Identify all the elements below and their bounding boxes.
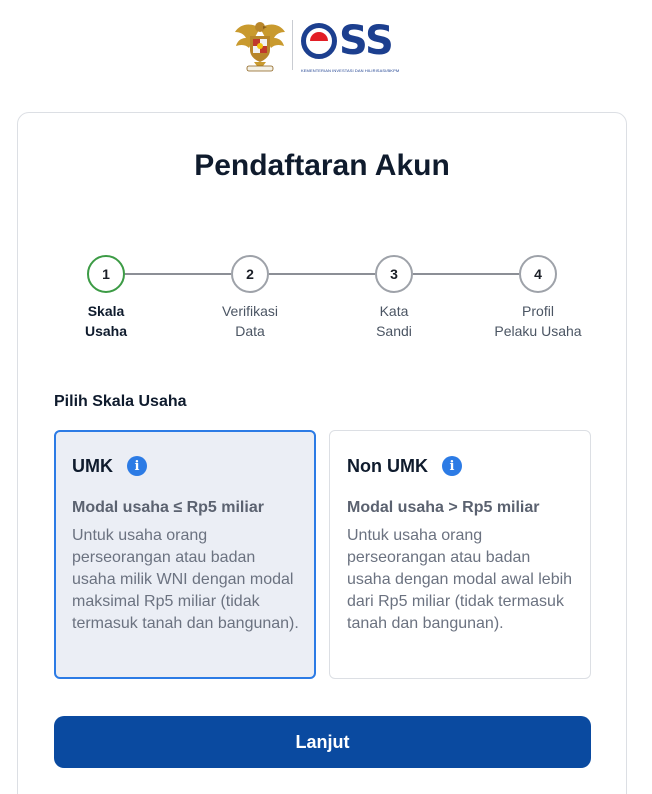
- option-umk[interactable]: [54, 430, 316, 679]
- header: [0, 14, 652, 78]
- step-label: Kata Sandi: [376, 303, 412, 339]
- option-subtitle: Modal usaha ≤ Rp5 miliar: [72, 499, 264, 516]
- option-header: [347, 453, 574, 479]
- oss-logo: [301, 20, 409, 74]
- oss-logo-o: [301, 23, 337, 59]
- option-description: Untuk usaha orang perseorangan atau badan usaha milik WNI dengan modal maksimal Rp5 miliar (tidak termasuk tanah dan bangunan).: [72, 527, 299, 632]
- step-label: Verifikasi Data: [221, 303, 279, 339]
- registration-stepper: [18, 255, 626, 355]
- option-title: UMK: [72, 455, 113, 476]
- info-icon[interactable]: i: [442, 456, 462, 476]
- page-title: Pendaftaran Akun: [194, 149, 450, 182]
- option-header: [72, 453, 299, 479]
- option-description: Untuk usaha orang perseorangan atau badan usaha dengan modal awal lebih dari Rp5 miliar (tidak termasuk tanah dan bangunan).: [347, 527, 573, 632]
- option-non-umk[interactable]: [329, 430, 591, 679]
- next-button[interactable]: Lanjut: [54, 716, 591, 768]
- registration-card: [17, 112, 627, 794]
- garuda-emblem-logo: [234, 18, 286, 74]
- step-verifikasi-data: [190, 255, 310, 341]
- logo-divider: [292, 20, 293, 70]
- step-kata-sandi: [334, 255, 454, 341]
- option-title: Non UMK: [347, 455, 428, 476]
- step-number: 3: [375, 255, 413, 293]
- oss-logo-tagline: KEMENTERIAN INVESTASI DAN HILIRISASI/BKPM: [301, 68, 400, 73]
- step-skala-usaha: [46, 255, 166, 341]
- oss-logo-wordmark: SS: [301, 20, 393, 62]
- step-number: 4: [519, 255, 557, 293]
- step-number: 2: [231, 255, 269, 293]
- section-label: Pilih Skala Usaha: [54, 393, 187, 410]
- info-icon[interactable]: i: [127, 456, 147, 476]
- step-number: 1: [87, 255, 125, 293]
- step-label: Profil Pelaku Usaha: [494, 303, 582, 339]
- step-profil-pelaku-usaha: [478, 255, 598, 341]
- step-label: Skala Usaha: [84, 303, 128, 339]
- option-subtitle: Modal usaha > Rp5 miliar: [347, 499, 540, 516]
